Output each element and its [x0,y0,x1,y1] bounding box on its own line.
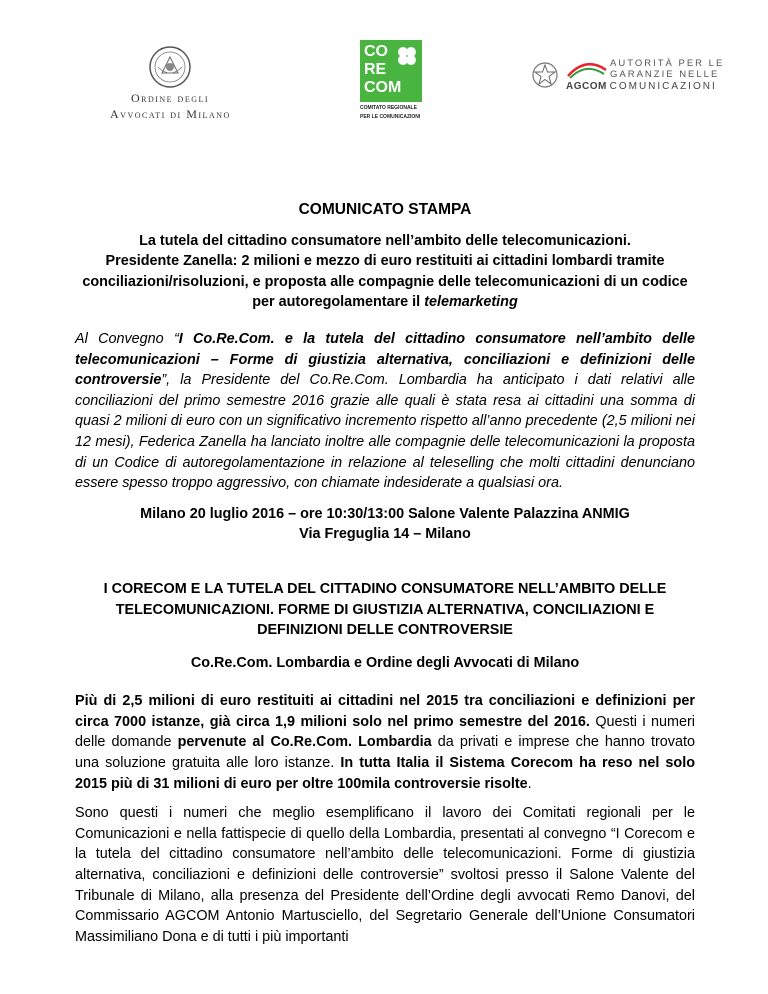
corecom-letters-1: CO [364,43,388,60]
event-line2: Via Freguglia 14 – Milano [299,526,471,543]
corecom-letters-2: RE [364,61,387,78]
intro-pre: Al Convegno “ [75,330,179,347]
agcom-line1: AUTORITÀ PER LE [610,58,725,69]
agcom-swoosh-icon [566,60,608,80]
agcom-line3 [566,81,717,93]
agcom-acronym: AGCOM [566,81,607,92]
event-line1: Milano 20 luglio 2016 – ore 10:30/13:00 Salone Valente Palazzina ANMIG [140,505,630,522]
clover-icon [395,44,419,68]
subtitle-line2: Presidente Zanella: 2 milioni e mezzo di euro restituiti ai cittadini lombardi tramite conciliazioni/risoluzioni, e proposta alle compagnie delle telecomunicazioni di un codice per autoregolamentare il [82,253,688,311]
p1-text-1: Questi i numeri delle domande [75,713,695,751]
logo-header [0,30,768,130]
page-title: COMUNICATO STAMPA [298,201,472,218]
document-body [75,200,695,947]
p1-bold-1: Più di 2,5 milioni di euro restituiti ai cittadini nel 2015 tra conciliazioni e definizioni per circa 7000 istanze, già circa 1,9 milioni solo nel primo semestre del 2016. [75,693,695,730]
republic-emblem-icon [530,60,560,90]
paragraph-2: Sono questi i numeri che meglio esemplificano il lavoro dei Comitati regionali per le Comunicazioni e nella fattispecie di quello della Lombardia, presentati al convegno “I Corecom e la tutela del cittadino consumatore nell’ambito delle telecomunicazioni. Forme di giustizia alternativa, conciliazioni e definizioni delle controversie” svoltosi presso il Salone Valente del Tribunale di Milano, alla presenza del Presidente dell’Ordine degli avvocati Remo Danovi, del Commissario AGCOM Antonio Martusciello, del Segretario Generale dell’Unione Consumatori Massimiliano Dona e di tutti i più importanti [75,805,695,945]
corecom-letters-3: COM [364,79,402,96]
intro-bold: I Co.Re.Com. e la tutela del cittadino consumatore nell’ambito delle telecomunicazioni – Forme di giustizia alternativa, conciliazioni e definizioni delle controversie [75,330,695,389]
corecom-sub-line1: COMITATO REGIONALE [360,105,417,111]
section-heading: I CORECOM E LA TUTELA DEL CITTADINO CONSUMATORE NELL’AMBITO DELLE TELECOMUNICAZIONI. FORME DI GIUSTIZIA ALTERNATIVA, CONCILIAZIONI E DEFINIZIONI DELLE CONTROVERSIE [103,580,667,639]
corecom-sub-line2: PER LE COMUNICAZIONI [360,114,421,120]
subtitle-line1: La tutela del cittadino consumatore nell’ambito delle telecomunicazioni. [139,232,631,249]
corecom-logo [360,40,422,120]
paragraph-1 [75,691,695,794]
organizers: Co.Re.Com. Lombardia e Ordine degli Avvocati di Milano [190,654,580,671]
agcom-line2: GARANZIE NELLE [610,69,720,80]
intro-post: ”, la Presidente del Co.Re.Com. Lombardia ha anticipato i dati relativi alle conciliazioni del primo semestre 2016 grazie alle quali è stata resa ai cittadini una somma di quasi 2 milioni di euro con un significativo incremento rispetto all’anno precedente (2,5 milioni nei 12 mesi), Federica Zanella ha lanciato inoltre alle compagnie delle telecomunicazioni la proposta di un Codice di autoregolamentazione in relazione al teleselling che molti cittadini denunciano essere spesso troppo aggressivo, con chiamate indesiderate a qualsiasi ora. [75,372,695,492]
p1-bold-3: In tutta Italia il Sistema Corecom ha reso nel solo 2015 più di 31 milioni di euro per oltre 100mila controversie risolte [75,755,695,792]
corecom-badge [360,40,422,102]
event-info [75,504,695,545]
press-subtitle [75,231,695,313]
p1-text-3: . [527,775,532,792]
agcom-logo [530,58,730,98]
subtitle-emphasis: telemarketing [424,294,518,311]
ordine-avvocati-logo [110,45,230,121]
seal-icon [148,45,192,89]
ordine-line1: Ordine degli [130,91,210,105]
p1-bold-2: pervenute al Co.Re.Com. Lombardia [177,734,432,751]
agcom-comunicazioni: COMUNICAZIONI [609,81,717,92]
intro-paragraph [75,329,695,494]
p1-text-2: da privati e imprese che hanno trovato una soluzione gratuita alle loro istanze. [75,734,695,772]
ordine-line2: Avvocati di Milano [110,107,231,121]
